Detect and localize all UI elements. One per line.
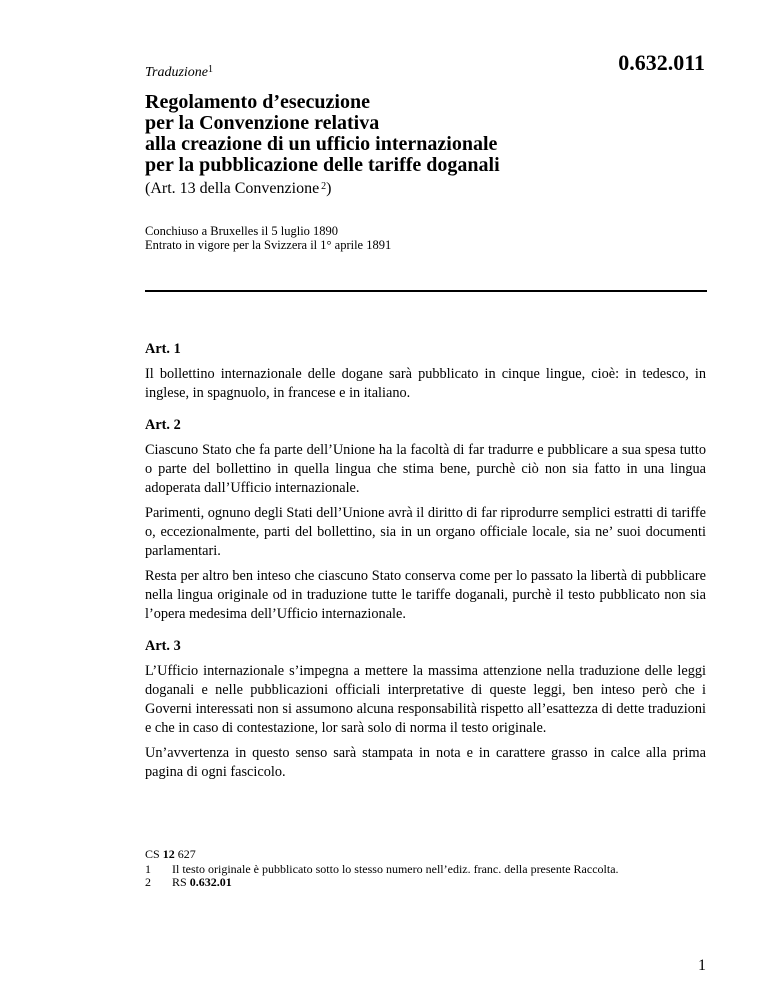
articles-body	[145, 340, 706, 795]
article-heading: Art. 3	[145, 638, 181, 654]
title-line: Regolamento d’esecuzione	[145, 91, 370, 113]
title-line: per la Convenzione relativa	[145, 112, 380, 134]
footnote-ref-1[interactable]: 1	[208, 64, 214, 75]
footnote-text: Il testo originale è pubblicato sotto lo stesso numero nell’ediz. franc. della presente Raccolta.	[172, 862, 619, 876]
translation-text: Traduzione	[145, 65, 209, 80]
footnote-rs-number: 0.632.01	[189, 875, 232, 889]
footnote-text	[172, 876, 672, 889]
page-number: 1	[698, 957, 706, 974]
header-divider	[145, 290, 707, 292]
article-1	[145, 340, 706, 403]
article-heading: Art. 1	[145, 341, 181, 357]
document-subtitle	[145, 180, 332, 198]
cs-reference	[145, 848, 706, 861]
article-paragraph: Un’avvertenza in questo senso sarà stampata in nota e in carattere grasso in calce alla prima pagina di ogni fascicolo.	[145, 745, 706, 780]
article-2	[145, 416, 706, 624]
title-line: per la pubblicazione delle tariffe doganali	[145, 154, 500, 176]
footnote-mark: 1	[145, 862, 151, 876]
article-paragraph: Resta per altro ben inteso che ciascuno Stato conserva come per lo passato la libertà di pubblicare nella lingua originale od in traduzione tutte le tariffe doganali, purchè il testo pubblicato non sia l’opera medesima dell’Ufficio internazionale.	[145, 568, 706, 622]
article-3	[145, 637, 706, 782]
document-title	[145, 92, 500, 176]
footnote-2	[145, 876, 706, 889]
concluded-date: Conchiuso a Bruxelles il 5 luglio 1890	[145, 224, 339, 238]
article-paragraph: Parimenti, ognuno degli Stati dell’Unione avrà il diritto di far riprodurre semplici estratti di tariffe o, eccezionalmente, parti del bollettino, sia in un organo officiale locale, sia ne’ suoi documenti parlamentari.	[145, 505, 706, 559]
article-paragraph: L’Ufficio internazionale s’impegna a mettere la massima attenzione nella traduzione delle leggi doganali e nelle pubblicazioni officiali interpretative di queste leggi, ben inteso però che i Governi interessati non si assumono alcuna responsabilità rispetto all’esattezza di dette traduzioni e che in caso di contestazione, lor sarà solo di norma il testo originale.	[145, 663, 706, 736]
title-line: alla creazione di un ufficio internazionale	[145, 133, 498, 155]
article-paragraph: Il bollettino internazionale delle dogane sarà pubblicato in cinque lingue, cioè: in tedesco, in inglese, in spagnuolo, in francese e in italiano.	[145, 366, 706, 401]
article-paragraph: Ciascuno Stato che fa parte dell’Unione ha la facoltà di far tradurre e pubblicare a sua spesa tutto o parte del bollettino in quella lingua che stima bene, purchè ciò non sia fatto in una lingua adoperata dall’Ufficio internazionale.	[145, 442, 706, 496]
subtitle-close: )	[326, 180, 332, 197]
cs-page: 627	[174, 847, 196, 861]
subtitle-text: (Art. 13 della Convenzione	[145, 180, 320, 197]
entry-into-force-date: Entrato in vigore per la Svizzera il 1° aprile 1891	[145, 238, 392, 252]
translation-label	[145, 64, 213, 81]
footnotes	[145, 848, 706, 889]
article-heading: Art. 2	[145, 417, 181, 433]
footnote-ref-2[interactable]: 2	[321, 181, 327, 192]
cs-prefix: CS	[145, 847, 163, 861]
footnote-mark: 2	[145, 875, 151, 889]
dates-block	[145, 224, 391, 252]
cs-volume: 12	[162, 847, 175, 861]
footnote-rs-prefix: RS	[172, 875, 190, 889]
sr-number: 0.632.011	[618, 50, 705, 75]
